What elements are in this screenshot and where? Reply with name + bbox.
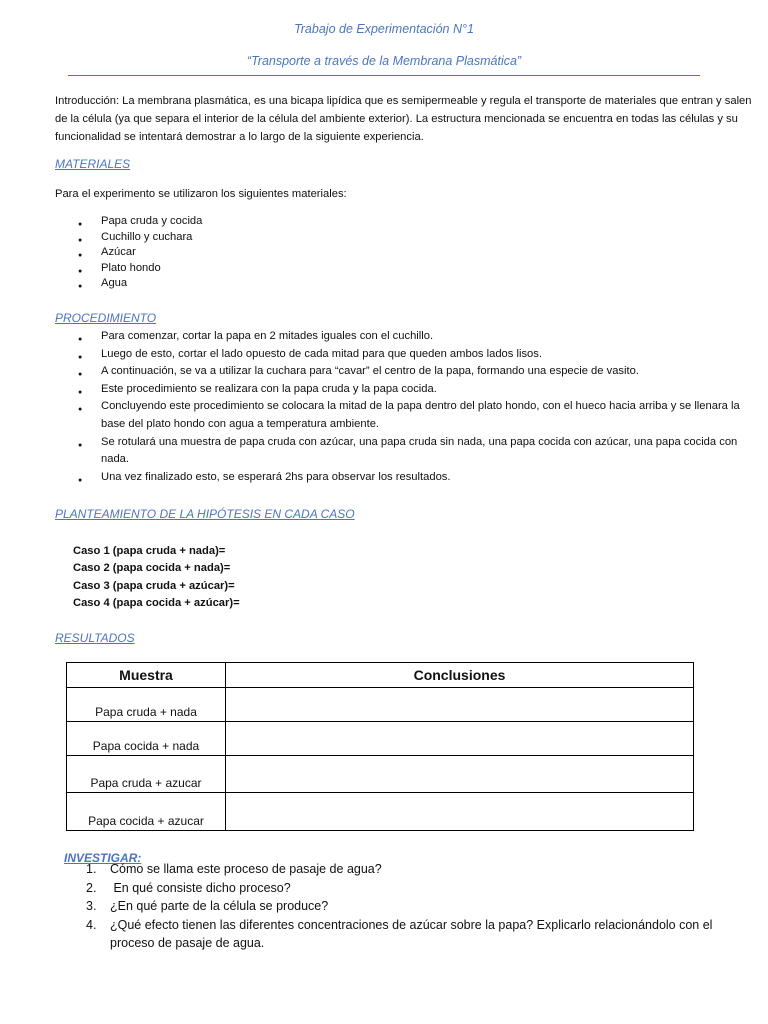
- table-row: [67, 722, 694, 756]
- table-header-row: [67, 663, 694, 688]
- item-number: 3.: [86, 899, 97, 913]
- item-number: 4.: [86, 917, 97, 932]
- case-line: Caso 4 (papa cocida + azúcar)=: [73, 597, 240, 610]
- list-item: ● Plato hondo: [55, 261, 202, 277]
- list-item: ● Cuchillo y cuchara: [55, 230, 202, 246]
- item-text: Cómo se llama este proceso de pasaje de agua?: [110, 862, 382, 876]
- resultados-heading: RESULTADOS: [55, 631, 135, 645]
- col-header-conclusiones: Conclusiones: [226, 663, 694, 688]
- investigar-heading: INVESTIGAR:: [64, 851, 142, 865]
- procedimiento-list: [55, 328, 755, 486]
- procedimiento-heading: PROCEDIMIENTO: [55, 311, 157, 325]
- table-row: [67, 688, 694, 722]
- item-number: 2.: [86, 880, 97, 895]
- list-item: ● Luego de esto, cortar el lado opuesto de cada mitad para que queden ambos lados lisos.: [55, 346, 755, 364]
- list-item: [86, 916, 746, 953]
- conclusion-cell[interactable]: [226, 722, 694, 756]
- materiales-heading: MATERIALES: [55, 157, 131, 171]
- hipotesis-cases: [73, 543, 240, 613]
- intro-text: Introducción: La membrana plasmática, es una bicapa lipídica que es semipermeable y regula el transporte de materiales que entran y salen de la célula (ya que separa el interior de la célula del ambiente exterior). La estructura mencionada se encuentra en todas las células y su funcionalidad se intentará demostrar a lo largo de la siguiente experiencia.: [55, 95, 752, 143]
- materiales-list: [55, 214, 202, 292]
- investigar-list: [86, 860, 746, 953]
- conclusion-cell[interactable]: [226, 688, 694, 722]
- sample-cell: Papa cruda + azucar: [67, 756, 226, 793]
- list-item: [86, 897, 746, 916]
- title-divider: [68, 75, 700, 76]
- document-subtitle: “Transporte a través de la Membrana Plasmática”: [246, 54, 522, 68]
- col-header-muestra: Muestra: [67, 663, 226, 688]
- document-title: Trabajo de Experimentación N°1: [294, 22, 474, 36]
- list-item: [86, 879, 746, 898]
- list-item: ● A continuación, se va a utilizar la cuchara para “cavar” el centro de la papa, formando una especie de vasito.: [55, 363, 755, 381]
- conclusion-cell[interactable]: [226, 793, 694, 831]
- case-line: Caso 1 (papa cruda + nada)=: [73, 545, 226, 557]
- list-item: [86, 860, 746, 879]
- results-table: [66, 662, 694, 831]
- item-text: ¿En qué parte de la célula se produce?: [110, 899, 329, 913]
- materiales-lead: Para el experimento se utilizaron los siguientes materiales:: [55, 188, 347, 200]
- case-line: Caso 2 (papa cocida + nada)=: [73, 562, 231, 575]
- sample-cell: Papa cruda + nada: [67, 688, 226, 722]
- item-number: 1.: [86, 862, 97, 876]
- list-item: ● Una vez finalizado esto, se esperará 2hs para observar los resultados.: [55, 469, 755, 487]
- list-item: ● Azúcar: [55, 245, 202, 261]
- table-row: [67, 756, 694, 793]
- intro-paragraph: [55, 92, 760, 146]
- sample-cell: Papa cocida + nada: [67, 722, 226, 756]
- list-item: ● Papa cruda y cocida: [55, 214, 202, 230]
- list-item: ● Concluyendo este procedimiento se colocara la mitad de la papa dentro del plato hondo, con el hueco hacia arriba y se llenara la base del plato hondo con agua a temperatura ambiente.: [55, 398, 755, 433]
- list-item: ● Agua: [55, 276, 202, 292]
- list-item: ● Se rotulará una muestra de papa cruda con azúcar, una papa cruda sin nada, una papa cocida con azúcar, una papa cocida con nada.: [55, 434, 755, 469]
- item-text: ¿Qué efecto tienen las diferentes concentraciones de azúcar sobre la papa? Explicarlo relacionándolo con el proceso de pasaje de agua.: [110, 917, 713, 950]
- list-item: ● Este procedimiento se realizara con la papa cruda y la papa cocida.: [55, 381, 755, 399]
- case-line: Caso 3 (papa cruda + azúcar)=: [73, 579, 235, 592]
- sample-cell: Papa cocida + azucar: [67, 793, 226, 831]
- list-item: ● Para comenzar, cortar la papa en 2 mitades iguales con el cuchillo.: [55, 328, 755, 346]
- hipotesis-heading: PLANTEAMIENTO DE LA HIPÓTESIS EN CADA CASO: [55, 507, 355, 521]
- item-text: En qué consiste dicho proceso?: [110, 880, 291, 895]
- conclusion-cell[interactable]: [226, 756, 694, 793]
- table-row: [67, 793, 694, 831]
